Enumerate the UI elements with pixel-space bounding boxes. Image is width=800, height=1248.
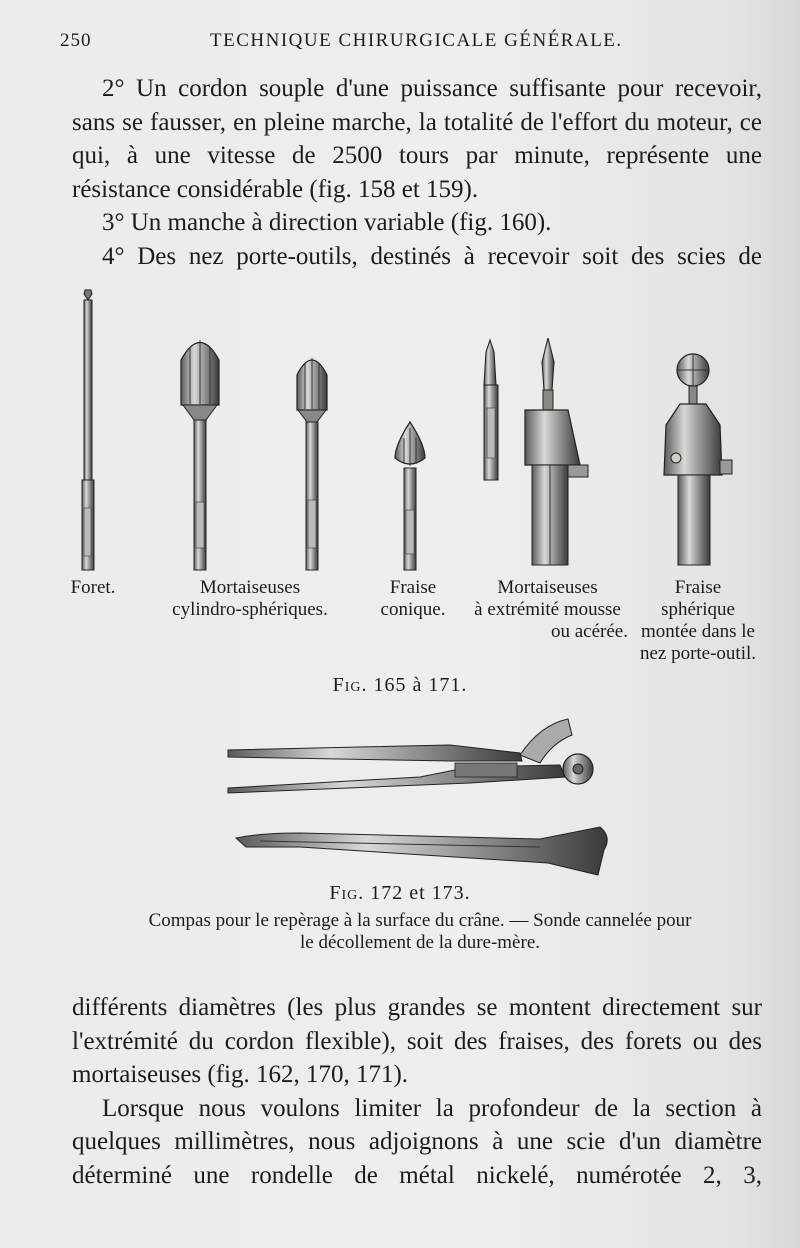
running-header (60, 30, 760, 58)
mortaiseuse-mousse-drawing (484, 340, 498, 480)
paragraph: 2° Un cordon souple d'une puissance suffisante pour recevoir, sans se fausser, en pleine marche, la totalité de l'effort du moteur, ce qui, à une vitesse de 2500 tours par minute, représente une résistance considérable (fig. 158 et 159). (72, 75, 762, 203)
body-text-bottom (72, 991, 762, 1192)
caption-fraise-conique: Fraise conique. (380, 577, 446, 620)
paragraph: 3° Un manche à direction variable (fig. 160). (102, 209, 552, 236)
figure-label-172-173: Fig. 172 et 173. (329, 882, 471, 904)
page-number: 250 (60, 30, 92, 51)
fraise-conique-drawing (395, 422, 425, 570)
mortaiseuse-1-drawing (181, 340, 219, 570)
caption-mortaiseuses-cylindro: Mortaiseuses cylindro-sphériques. (172, 577, 328, 620)
body-text-top (72, 72, 762, 273)
fraise-spherique-drawing (664, 354, 732, 565)
figure-165-171 (0, 280, 800, 700)
paragraph: différents diamètres (les plus grandes se montent directement sur l'extrémité du cordon flexible), soit des fraises, des forets ou des mortaiseuses (fig. 162, 170, 171). (72, 994, 762, 1088)
mortaiseuse-aceree-drawing (525, 338, 588, 565)
compas-sonde-illustration (0, 705, 800, 885)
sonde-drawing (236, 827, 607, 875)
foret-drawing (82, 290, 94, 570)
figure-caption-172-173: Compas pour le repèrage à la surface du crâne. — Sonde cannelée pour le décollement de la dure-mère. (148, 910, 692, 953)
paragraph: 4° Des nez porte-outils, destinés à recevoir soit des scies de (102, 242, 762, 270)
mortaiseuse-2-drawing (297, 358, 327, 570)
compas-drawing (228, 719, 593, 793)
caption-mortaiseuses-extremite: Mortaiseuses à extrémité mousse ou acérée. (474, 577, 628, 642)
figure-label-165-171: Fig. 165 à 171. (332, 674, 468, 696)
running-title: TECHNIQUE CHIRURGICALE GÉNÉRALE. (210, 30, 623, 51)
paragraph: Lorsque nous voulons limiter la profondeur de la section à quelques millimètres, nous adjoignons à une scie d'un diamètre déterminé une rondelle de métal nickelé, numérotée 2, 3, (72, 1094, 762, 1189)
caption-foret: Foret. (70, 577, 116, 598)
caption-fraise-spherique: Fraise sphérique montée dans le nez porte-outil. (639, 577, 757, 664)
